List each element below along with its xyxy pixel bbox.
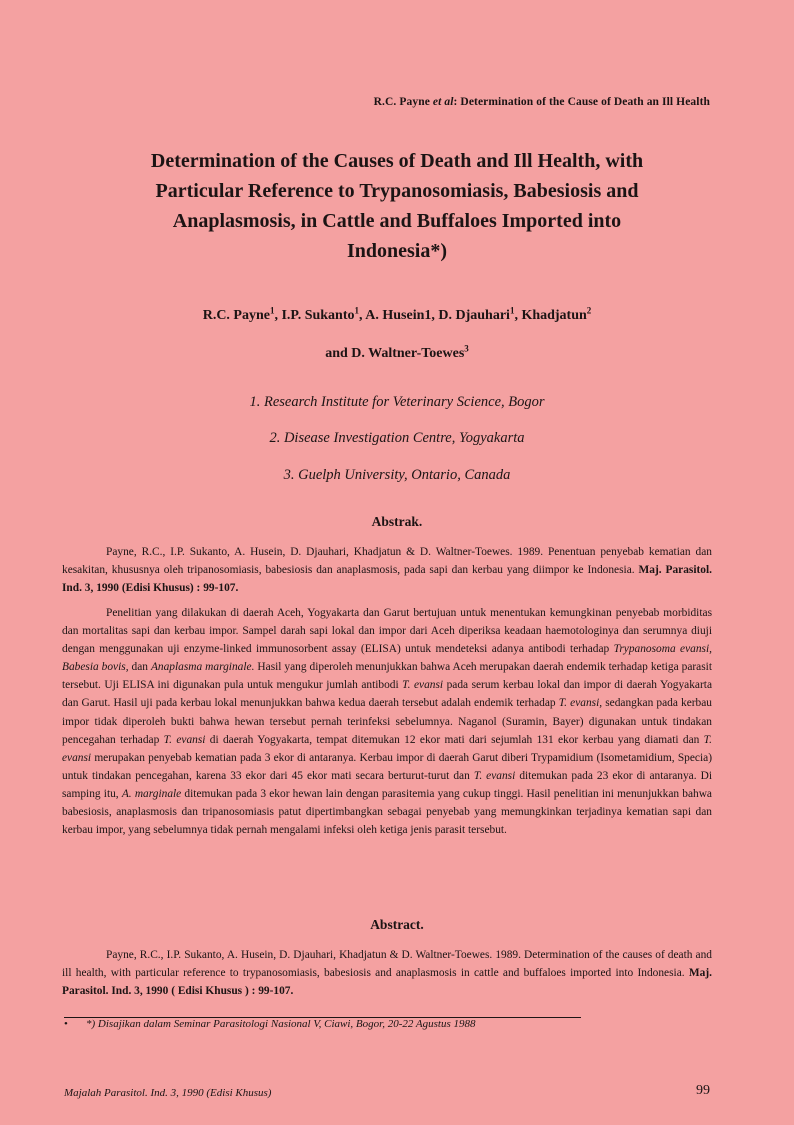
author-list-continued	[60, 343, 734, 362]
species-name: T. evansi	[62, 733, 712, 764]
author-name: , A. Husein1, D. Djauhari	[359, 308, 510, 323]
paper-title	[60, 146, 734, 266]
footer-journal: Majalah Parasitol. Ind. 3, 1990 (Edisi Khusus)	[64, 1087, 272, 1099]
footnote	[64, 1018, 476, 1030]
species-name: Trypanosoma evansi, Babesia bovis,	[62, 643, 712, 674]
author-affil-mark: 3	[464, 343, 469, 354]
title-line: Determination of the Causes of Death and Ill Health, with	[150, 150, 644, 172]
title-line: Anaplasmosis, in Cattle and Buffaloes Imported into	[172, 210, 622, 232]
text: di daerah Yogyakarta, tempat ditemukan 12 ekor mati dari sejumlah 131 ekor kerbau yang diamati dan	[205, 733, 704, 746]
author-affil-mark: 1	[509, 305, 515, 316]
text: Penelitian yang dilakukan di daerah Aceh, Yogyakarta dan Garut bertujuan untuk menentukan kemungkinan penyebab morbiditas dan mortalitas sapi dan kerbau impor. Sampel darah sapi lokal dan impor dari Aceh diperiksa keadaan haemotologinya dan serumnya diuji dengan menggunakan uji enzyme-linked immunosorbent assay (ELISA) untuk mendeteksi adanya antibodi terhadap	[62, 607, 712, 656]
footnote-marker: •	[64, 1018, 68, 1030]
title-line: Indonesia*)	[346, 240, 448, 262]
species-name: T. evansi	[402, 679, 444, 692]
affiliation: 1. Research Institute for Veterinary Science, Bogor	[249, 394, 545, 410]
author-affil-mark: 1	[354, 305, 360, 316]
abstrak-citation	[62, 543, 712, 597]
text: pada serum kerbau lokal dan impor di daerah Yogyakarta dan Garut. Hasil uji pada kerbau lokal menunjukkan bahwa kedua daerah tersebut adalah endemik terhadap	[62, 679, 713, 710]
author-affil-mark: 1	[269, 305, 275, 316]
affiliation: 3. Guelph University, Ontario, Canada	[283, 467, 511, 483]
citation-journal: Maj. Parasitol. Ind. 3, 1990	[62, 967, 712, 998]
abstract-citation	[62, 946, 712, 1000]
abstrak-heading: Abstrak.	[371, 514, 423, 529]
text: dan	[128, 661, 151, 674]
author-list	[60, 305, 734, 324]
text: Hasil yang diperoleh menunjukkan bahwa Aceh merupakan daerah endemik terhadap ketiga parasit tersebut. Uji ELISA ini digunakan pula untuk mengukur jumlah antibodi	[62, 661, 712, 692]
species-name: T. evansi,	[558, 697, 603, 710]
species-name: T. evansi	[473, 769, 516, 782]
citation-text: Payne, R.C., I.P. Sukanto, A. Husein, D. Djauhari, Khadjatun & D. Waltner-Toewes. 1989. Penentuan penyebab kematian dan kesakitan, khususnya oleh tripanosomiasis, babesiosis dan anaplasmosis, pada sapi dan kerbau yang diimpor ke Indonesia.	[62, 546, 712, 577]
page-number: 99	[696, 1083, 710, 1098]
running-head-text: : Determination of the Cause of Death an Ill Health	[453, 96, 710, 108]
citation-pages: 99-107.	[203, 582, 239, 595]
text: merupakan penyebab kematian pada 3 ekor di antaranya. Kerbau impor di daerah Garut diberi Trypamidium (Isometamidium, Specia) untuk tindakan pencegahan, karena 33 ekor dari 45 ekor mati secara berturut-turut dan	[62, 751, 712, 782]
abstrak-body	[62, 604, 712, 839]
citation-issue: ( Edisi Khusus ) : 99-107.	[171, 985, 294, 998]
abstract-heading: Abstract.	[370, 917, 424, 932]
author-name: , I.P. Sukanto	[274, 308, 355, 323]
author-affil-mark: 2	[586, 305, 592, 316]
running-head-authors: R.C. Payne	[373, 96, 430, 108]
affiliation: 2. Disease Investigation Centre, Yogyakarta	[269, 430, 525, 446]
author-name: , Khadjatun	[514, 308, 587, 323]
title-line: Particular Reference to Trypanosomiasis, Babesiosis and	[155, 180, 639, 202]
species-name: Anaplasma marginale.	[150, 661, 255, 674]
species-name: T. evansi	[163, 733, 206, 746]
author-name: R.C. Payne	[202, 308, 270, 323]
text: ditemukan pada 23 ekor di antaranya. Di samping itu,	[62, 769, 712, 800]
author-name: and D. Waltner-Toewes	[325, 346, 465, 361]
citation-text: Payne, R.C., I.P. Sukanto, A. Husein, D. Djauhari, Khadjatun & D. Waltner-Toewes. 1989. Determination of the causes of death and ill health, with particular reference to trypanosomiasis, babesiosis and anaplasmosis in cattle and buffaloes imported into Indonesia.	[62, 949, 712, 980]
footnote-text: *) Disajikan dalam Seminar Parasitologi Nasional V, Ciawi, Bogor, 20-22 Agustus 1988	[86, 1018, 476, 1030]
running-head-etal: et al	[432, 96, 454, 108]
species-name: A. marginale	[121, 787, 182, 800]
text: sedangkan pada kerbau impor tidak diperoleh bukti bahwa hewan tersebut pernah terinfeksi sebelumnya. Naganol (Suramin, Bayer) digunakan untuk tindakan pencegahan terhadap	[62, 697, 712, 746]
running-head	[374, 96, 710, 108]
text: ditemukan pada 3 ekor hewan lain dengan parasitemia yang cukup tinggi. Hasil penelitian ini menunjukkan bahwa babesiosis, anaplasmosis dan tripanosomiasis patut dipertimbangkan sebagai penyebab yang memungkinkan terjadinya kematian sapi dan kerbau impor, yang sebelumnya tidak pernah mengalami infeksi oleh ketiga jenis parasit tersebut.	[62, 787, 712, 837]
citation-journal: Maj. Parasitol. Ind. 3, 1990 (Edisi Khusus) :	[62, 564, 712, 595]
